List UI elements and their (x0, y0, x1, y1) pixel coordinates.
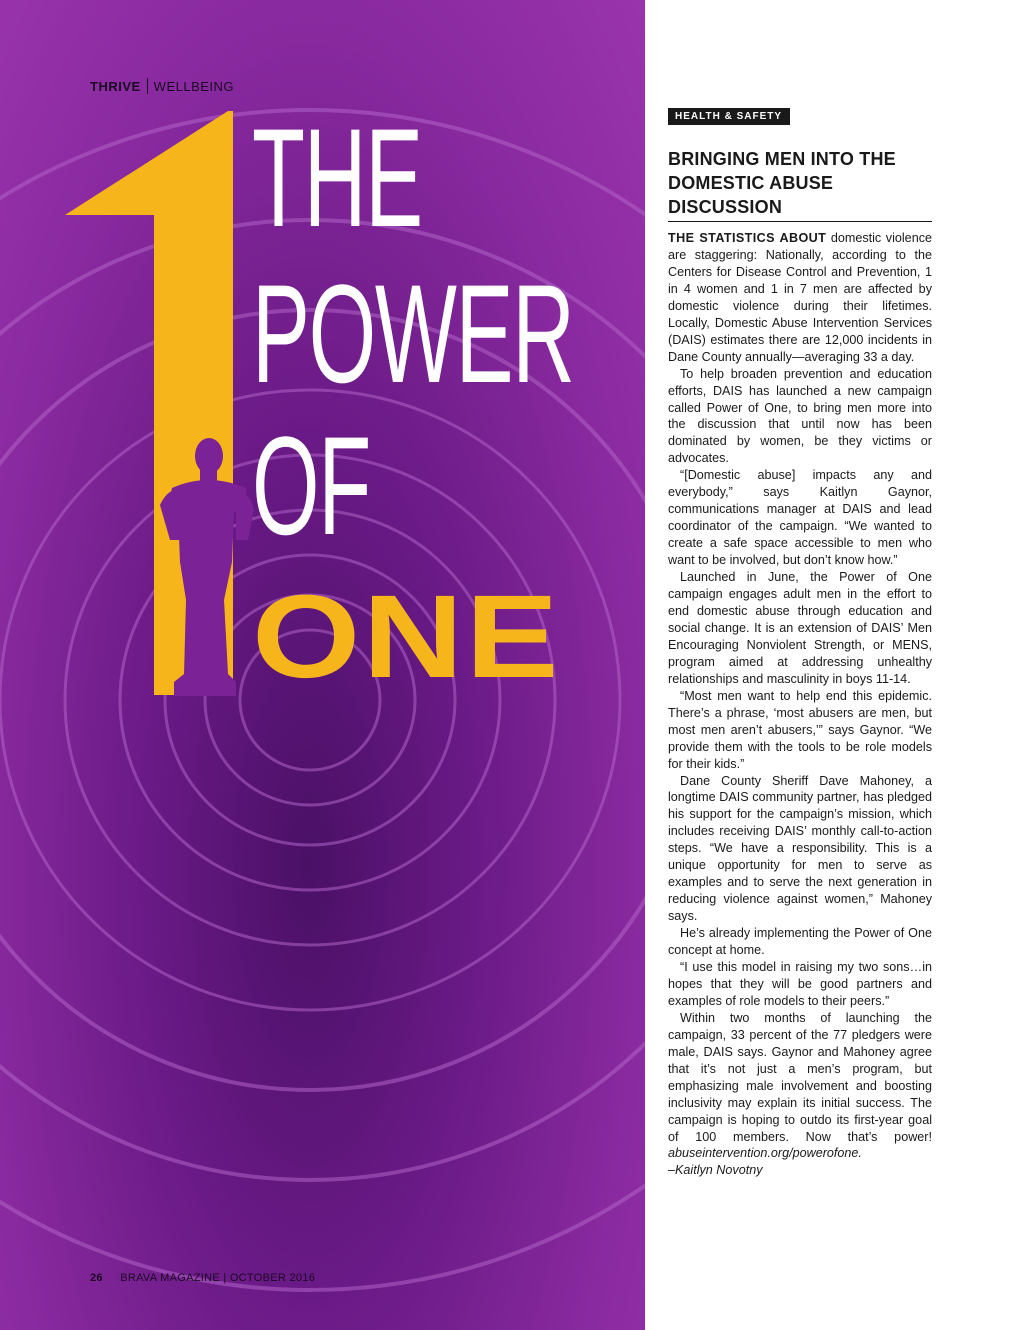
publication-info: BRAVA MAGAZINE | OCTOBER 2016 (120, 1272, 316, 1284)
category-badge: HEALTH & SAFETY (668, 108, 790, 125)
section-secondary: WELLBEING (153, 78, 235, 94)
byline: –Kaitlyn Novotny (668, 1163, 763, 1178)
title-line-the: THE (252, 99, 422, 256)
title-line-power: POWER (252, 255, 574, 412)
article-link[interactable]: abuseintervention.org/powerofone. (668, 1146, 862, 1161)
title-line-of: OF (252, 407, 371, 564)
paragraph-1: THE STATISTICS ABOUT domestic violence are staggering: Nationally, according to the Centers for Disease Control and Prevention, 1 in 4 women and 1 in 7 men are affected by domestic violence during their lifetimes. Locally, Domestic Abuse Intervention Services (DAIS) estimates there are 12,000 incidents in Dane County annually—averaging 33 a day. (668, 231, 932, 364)
paragraph-7: He’s already implementing the Power of One concept at home. (668, 926, 932, 958)
paragraph-9: Within two months of launching the campaign, 33 percent of the 77 pledgers were male, DAIS says. Gaynor and Mahoney agree that it’s not just a men’s program, but emphasizing male involvement and boosting inclusivity may explain its initial success. The campaign is hoping to outdo its first-year goal of 100 members. Now that’s power! abuseintervention.org/powerofone. –Kaitlyn Novotny (668, 1010, 932, 1178)
title-line-one: ONE (252, 571, 561, 703)
article-headline: BRINGING MEN INTO THE DOMESTIC ABUSE DISCUSSION (668, 149, 896, 217)
paragraph-4: Launched in June, the Power of One campaign engages adult men in the effort to end domestic abuse through education and social change. It is an extension of DAIS’ Men Encouraging Nonviolent Strength, or MENS, program aimed at addressing unhealthy relationships and masculinity in boys 11-14. (668, 570, 932, 686)
paragraph-6: Dane County Sheriff Dave Mahoney, a longtime DAIS community partner, has pledged his support for the campaign’s mission, which includes receiving DAIS’ monthly call-to-action steps. “We have a responsibility. This is a unique opportunity for men to serve as examples and to serve the next generation in reducing violence against women,” Mahoney says. (668, 773, 932, 924)
lead-in: THE STATISTICS ABOUT (668, 231, 827, 245)
headline-divider (668, 221, 932, 222)
paragraph-5: “Most men want to help end this epidemic. There’s a phrase, ‘most abusers are men, but most men aren’t abusers,’” says Gaynor. “We provide them with the tools to be role models for their kids.” (668, 688, 932, 771)
paragraph-8: “I use this model in raising my two sons…in hopes that they will be good partners and examples of role models to their peers.” (668, 959, 932, 1008)
page-number: 26 (90, 1272, 103, 1284)
article-body (668, 230, 932, 1179)
paragraph-3: “[Domestic abuse] impacts any and everybody,” says Kaitlyn Gaynor, communications manager at DAIS and lead coordinator of the campaign. “We wanted to create a safe space accessible to men who want to be involved, but don’t know how.” (668, 468, 932, 568)
section-primary: THRIVE (90, 78, 141, 94)
page-footer (90, 1272, 315, 1284)
paragraph-2: To help broaden prevention and education efforts, DAIS has launched a new campaign called Power of One, to bring men more into the discussion that until now has been dominated by women, be they victims or advocates. (668, 366, 932, 466)
